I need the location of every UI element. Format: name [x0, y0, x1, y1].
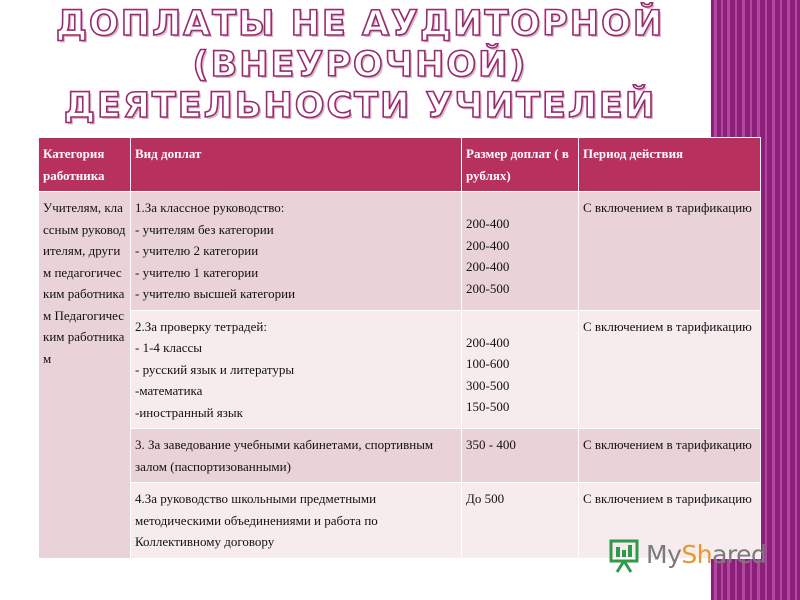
- table-header-row: [39, 138, 761, 192]
- presentation-board-icon: [608, 538, 642, 574]
- type-cell: 1.За классное руководство: - учителям без категории - учителю 2 категории - учителю 1 категории - учителю высшей категории: [131, 192, 462, 311]
- category-cell: Учителям, классным руководителям, другим педагогическим работникам Педагогическим работникам: [39, 192, 131, 559]
- header-period: Период действия: [579, 138, 761, 192]
- amount-cell: 200-400 100-600 300-500 150-500: [462, 310, 579, 429]
- type-cell: 4.За руководство школьными предметными методическими объединениями и работа по Коллективному договору: [131, 483, 462, 559]
- header-category: Категория работника: [39, 138, 131, 192]
- period-cell: С включением в тарификацию: [579, 429, 761, 483]
- allowances-table: [38, 137, 761, 559]
- type-cell: 3. За заведование учебными кабинетами, спортивным залом (паспортизованными): [131, 429, 462, 483]
- type-cell: 2.За проверку тетрадей: - 1-4 классы - русский язык и литературы -математика -иностранный язык: [131, 310, 462, 429]
- slide-title: ДОПЛАТЫ НЕ АУДИТОРНОЙ (ВНЕУРОЧНОЙ) ДЕЯТЕЛЬНОСТИ УЧИТЕЛЕЙ: [55, 4, 665, 126]
- myshared-logo: [608, 536, 768, 576]
- table-row: [39, 429, 761, 483]
- amount-cell: 200-400 200-400 200-400 200-500: [462, 192, 579, 311]
- period-cell: С включением в тарификацию: [579, 310, 761, 429]
- period-cell: С включением в тарификацию: [579, 192, 761, 311]
- table-row: [39, 192, 761, 311]
- header-type: Вид доплат: [131, 138, 462, 192]
- amount-cell: До 500: [462, 483, 579, 559]
- header-amount: Размер доплат ( в рублях): [462, 138, 579, 192]
- table-row: [39, 310, 761, 429]
- amount-cell: 350 - 400: [462, 429, 579, 483]
- logo-wordmark: MyShared: [646, 540, 767, 569]
- period-cell: С включением в тарификацию: [579, 483, 761, 559]
